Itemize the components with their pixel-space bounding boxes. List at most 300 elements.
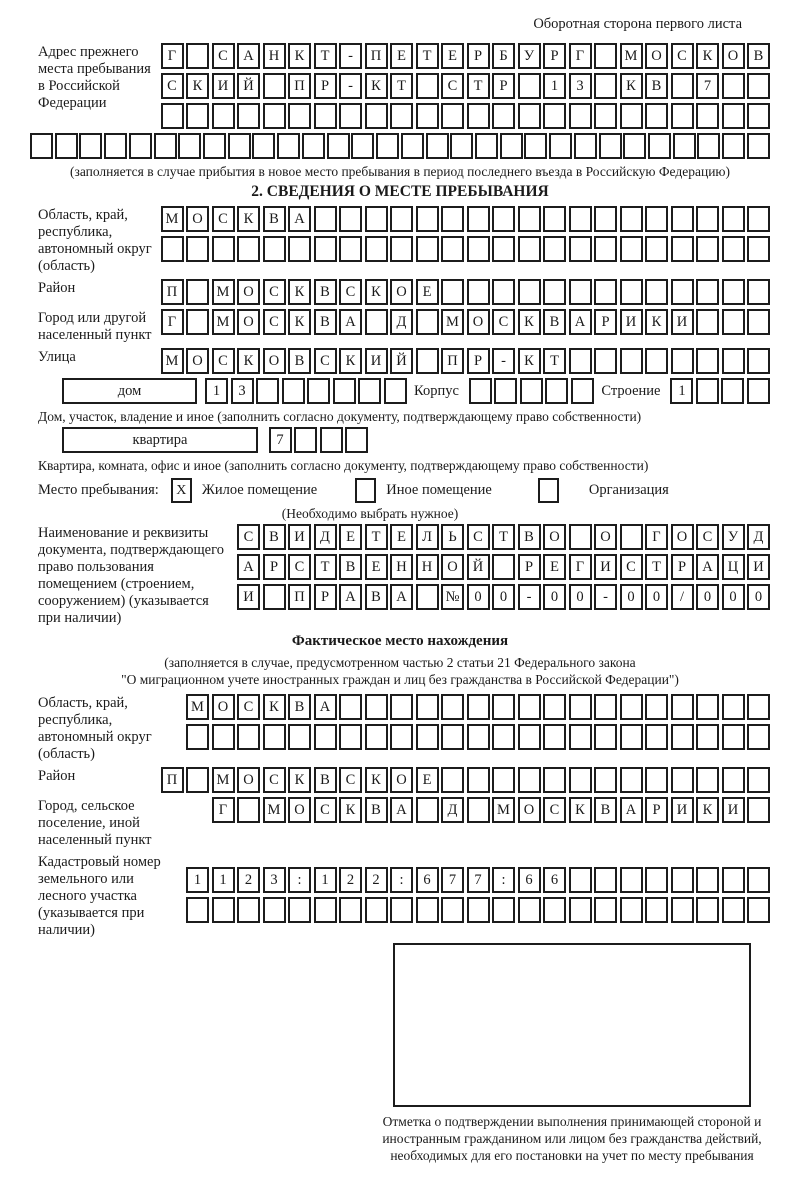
char-cell: Т (390, 73, 413, 99)
char-cell (543, 767, 566, 793)
char-cell (263, 584, 286, 610)
char-cell: В (314, 279, 337, 305)
char-cell (722, 897, 745, 923)
char-cell (671, 206, 694, 232)
char-cell: А (390, 584, 413, 610)
char-cell: Ц (722, 554, 745, 580)
stay-type-row (38, 478, 770, 503)
char-cell (722, 133, 745, 159)
stay-checkbox-mark: X (176, 482, 187, 498)
char-cell (673, 133, 696, 159)
apartment-note: Квартира, комната, офис и иное (заполнить согласно документу, подтверждающему право собственности) (38, 458, 649, 473)
char-cell: 1 (205, 378, 228, 404)
char-cell: К (518, 348, 541, 374)
street-line (158, 348, 770, 374)
char-cell: С (620, 554, 643, 580)
char-cell: С (288, 554, 311, 580)
char-cell: 1 (670, 378, 693, 404)
char-cell: Е (390, 524, 413, 550)
char-cell: С (671, 43, 694, 69)
char-cell: С (543, 797, 566, 823)
char-cell (620, 897, 643, 923)
char-cell: Г (569, 43, 592, 69)
char-cell: Й (237, 73, 260, 99)
char-cell: Е (441, 43, 464, 69)
char-cell: К (696, 43, 719, 69)
prev-address-block (30, 43, 770, 129)
char-cell: 0 (492, 584, 515, 610)
house-note: Дом, участок, владение и иное (заполнить согласно документу, подтверждающему право собственности) (38, 409, 642, 424)
char-cell: Т (543, 348, 566, 374)
char-cell (722, 73, 745, 99)
char-cell (696, 103, 719, 129)
fact-city-line (209, 797, 770, 823)
char-cell (594, 43, 617, 69)
char-cell (467, 279, 490, 305)
char-cell (594, 73, 617, 99)
char-cell: Н (390, 554, 413, 580)
char-cell (492, 767, 515, 793)
char-cell (518, 279, 541, 305)
char-cell (518, 897, 541, 923)
char-cell (288, 103, 311, 129)
char-cell (376, 133, 399, 159)
char-cell: - (492, 348, 515, 374)
char-cell: А (288, 206, 311, 232)
char-cell: Е (416, 767, 439, 793)
char-cell: В (288, 694, 311, 720)
char-cell: А (696, 554, 719, 580)
char-cell: С (314, 348, 337, 374)
char-cell: Е (339, 524, 362, 550)
char-cell (154, 133, 177, 159)
char-cell (467, 724, 490, 750)
city-block (30, 309, 770, 344)
char-cell: О (594, 524, 617, 550)
char-cell: 0 (696, 584, 719, 610)
char-cell (416, 348, 439, 374)
char-cell: 0 (620, 584, 643, 610)
char-cell: Т (492, 524, 515, 550)
region-line-1 (158, 206, 770, 232)
char-cell: К (263, 694, 286, 720)
city-label: Город или другой населенный пункт (38, 310, 152, 343)
prev-address-line-2 (158, 73, 770, 99)
apartment-number-row (266, 427, 368, 453)
char-cell (722, 694, 745, 720)
char-cell: В (365, 797, 388, 823)
char-cell: М (441, 309, 464, 335)
fact-region-line-1 (184, 694, 771, 720)
char-cell (645, 236, 668, 262)
char-cell (327, 133, 350, 159)
char-cell (569, 867, 592, 893)
char-cell (237, 724, 260, 750)
char-cell (518, 694, 541, 720)
char-cell (722, 236, 745, 262)
char-cell: С (339, 279, 362, 305)
char-cell (467, 236, 490, 262)
char-cell (747, 724, 770, 750)
char-cell: А (339, 584, 362, 610)
char-cell (645, 767, 668, 793)
char-cell (722, 867, 745, 893)
char-cell (594, 897, 617, 923)
prev-address-note: (заполняется в случае прибытия в новое место пребывания в период последнего въезда в Российскую Федерацию) (69, 164, 731, 179)
actual-location-note-2: "О миграционном учете иностранных граждан и лиц без гражданства в Российской Федерации") (121, 672, 679, 687)
char-cell (186, 309, 209, 335)
char-cell: К (620, 73, 643, 99)
char-cell (671, 73, 694, 99)
char-cell (645, 348, 668, 374)
char-cell (569, 103, 592, 129)
char-cell: 2 (339, 867, 362, 893)
char-cell: Р (645, 797, 668, 823)
char-cell: 0 (543, 584, 566, 610)
char-cell: М (492, 797, 515, 823)
char-cell (365, 694, 388, 720)
region-block (30, 206, 770, 275)
char-cell: С (467, 524, 490, 550)
fact-district-line (158, 767, 770, 793)
char-cell (212, 236, 235, 262)
char-cell (569, 348, 592, 374)
char-cell (645, 897, 668, 923)
document-line-3 (235, 584, 771, 610)
char-cell (256, 378, 279, 404)
char-cell: М (186, 694, 209, 720)
char-cell (263, 897, 286, 923)
char-cell: П (288, 73, 311, 99)
char-cell: В (747, 43, 770, 69)
prev-address-line-4 (30, 133, 770, 159)
char-cell (237, 797, 260, 823)
char-cell (314, 236, 337, 262)
char-cell (288, 236, 311, 262)
char-cell (594, 103, 617, 129)
char-cell: И (288, 524, 311, 550)
char-cell (129, 133, 152, 159)
char-cell (339, 897, 362, 923)
char-cell (543, 236, 566, 262)
char-cell (569, 524, 592, 550)
document-line-1 (235, 524, 771, 550)
char-cell (520, 378, 543, 404)
char-cell (339, 236, 362, 262)
char-cell (178, 133, 201, 159)
char-cell: В (645, 73, 668, 99)
char-cell (620, 524, 643, 550)
char-cell (441, 279, 464, 305)
region-label: Область, край, республика, автономный округ (область) (38, 207, 152, 274)
char-cell: : (390, 867, 413, 893)
document-label: Наименование и реквизиты документа, подтверждающего право пользования помещением (строением, сооружением) (указывается при наличии) (38, 525, 224, 626)
char-cell (441, 724, 464, 750)
char-cell: К (645, 309, 668, 335)
char-cell: И (237, 584, 260, 610)
char-cell: О (645, 43, 668, 69)
char-cell: 2 (237, 867, 260, 893)
char-cell (492, 724, 515, 750)
char-cell (696, 309, 719, 335)
char-cell (696, 279, 719, 305)
char-cell: П (365, 43, 388, 69)
char-cell (441, 897, 464, 923)
char-cell: К (288, 279, 311, 305)
char-cell (469, 378, 492, 404)
char-cell (294, 427, 317, 453)
char-cell: 3 (231, 378, 254, 404)
char-cell (492, 554, 515, 580)
char-cell (212, 724, 235, 750)
char-cell: У (722, 524, 745, 550)
cadastre-line-2 (184, 897, 771, 923)
char-cell (518, 103, 541, 129)
char-cell: 3 (263, 867, 286, 893)
stroenie-row (668, 378, 770, 404)
char-cell: С (212, 348, 235, 374)
char-cell: Т (645, 554, 668, 580)
street-block (30, 348, 770, 374)
char-cell (696, 897, 719, 923)
char-cell: М (620, 43, 643, 69)
char-cell (390, 897, 413, 923)
house-type-box (62, 378, 197, 404)
char-cell (747, 378, 770, 404)
char-cell (543, 103, 566, 129)
char-cell (492, 236, 515, 262)
korpus-label: Корпус (414, 383, 459, 399)
char-cell (545, 378, 568, 404)
char-cell (747, 206, 770, 232)
char-cell (599, 133, 622, 159)
stamp-note: Отметка о подтверждении выполнения принимающей стороной и иностранным гражданином или лицом без гражданства действий, необходимых для его постановки на учет по месту пребывания (382, 1114, 762, 1163)
char-cell: О (390, 767, 413, 793)
char-cell: О (212, 694, 235, 720)
char-cell (339, 103, 362, 129)
apartment-row (62, 427, 770, 453)
district-label: Район (38, 280, 76, 296)
char-cell: 2 (365, 867, 388, 893)
char-cell: А (237, 554, 260, 580)
char-cell (645, 694, 668, 720)
char-cell (416, 584, 439, 610)
stroenie-label: Строение (601, 383, 661, 399)
char-cell (302, 133, 325, 159)
char-cell (203, 133, 226, 159)
char-cell (492, 897, 515, 923)
char-cell: - (339, 43, 362, 69)
char-cell: Р (671, 554, 694, 580)
char-cell: Д (314, 524, 337, 550)
char-cell: Н (416, 554, 439, 580)
prev-address-line-3 (158, 103, 770, 129)
char-cell: / (671, 584, 694, 610)
char-cell: - (339, 73, 362, 99)
char-cell (416, 724, 439, 750)
char-cell: Й (390, 348, 413, 374)
char-cell: В (365, 584, 388, 610)
char-cell (416, 206, 439, 232)
fact-region-block (30, 694, 770, 763)
char-cell (314, 103, 337, 129)
char-cell: А (339, 309, 362, 335)
char-cell: Д (390, 309, 413, 335)
char-cell: Т (314, 43, 337, 69)
char-cell: К (569, 797, 592, 823)
char-cell (747, 797, 770, 823)
char-cell: - (518, 584, 541, 610)
char-cell: О (288, 797, 311, 823)
char-cell: Г (212, 797, 235, 823)
char-cell: Г (645, 524, 668, 550)
char-cell (384, 378, 407, 404)
char-cell (282, 378, 305, 404)
char-cell: 1 (543, 73, 566, 99)
char-cell (263, 103, 286, 129)
house-row (62, 378, 770, 404)
char-cell (333, 378, 356, 404)
char-cell (104, 133, 127, 159)
char-cell (492, 279, 515, 305)
char-cell (543, 279, 566, 305)
char-cell: Е (416, 279, 439, 305)
char-cell (569, 724, 592, 750)
house-number-row (203, 378, 407, 404)
char-cell (358, 378, 381, 404)
char-cell: И (722, 797, 745, 823)
char-cell (212, 897, 235, 923)
char-cell: 0 (722, 584, 745, 610)
char-cell (475, 133, 498, 159)
char-cell: С (237, 524, 260, 550)
char-cell: А (620, 797, 643, 823)
confirmation-stamp-area (374, 943, 770, 1164)
region-line-2 (158, 236, 770, 262)
char-cell: А (390, 797, 413, 823)
char-cell (365, 206, 388, 232)
char-cell (722, 767, 745, 793)
char-cell: Т (314, 554, 337, 580)
char-cell: С (161, 73, 184, 99)
char-cell (416, 103, 439, 129)
char-cell: 1 (314, 867, 337, 893)
char-cell (696, 867, 719, 893)
char-cell: : (492, 867, 515, 893)
char-cell (467, 797, 490, 823)
char-cell: М (161, 206, 184, 232)
char-cell (696, 348, 719, 374)
char-cell (696, 724, 719, 750)
char-cell: У (518, 43, 541, 69)
char-cell: С (696, 524, 719, 550)
char-cell (390, 236, 413, 262)
char-cell (314, 206, 337, 232)
char-cell (594, 348, 617, 374)
char-cell (467, 103, 490, 129)
stay-checkbox-organization (538, 478, 559, 503)
char-cell (620, 724, 643, 750)
char-cell: В (594, 797, 617, 823)
char-cell (365, 103, 388, 129)
section2-title: 2. СВЕДЕНИЯ О МЕСТЕ ПРЕБЫВАНИЯ (251, 183, 549, 200)
char-cell: С (212, 43, 235, 69)
char-cell (594, 236, 617, 262)
char-cell (569, 767, 592, 793)
char-cell: О (186, 206, 209, 232)
char-cell (722, 279, 745, 305)
char-cell: П (161, 767, 184, 793)
char-cell (524, 133, 547, 159)
char-cell: № (441, 584, 464, 610)
char-cell: 0 (747, 584, 770, 610)
char-cell (747, 73, 770, 99)
char-cell (426, 133, 449, 159)
char-cell: О (263, 348, 286, 374)
char-cell (696, 206, 719, 232)
char-cell: Р (594, 309, 617, 335)
char-cell: С (212, 206, 235, 232)
char-cell (747, 103, 770, 129)
char-cell: В (263, 524, 286, 550)
char-cell: М (212, 279, 235, 305)
char-cell (314, 897, 337, 923)
char-cell: Л (416, 524, 439, 550)
char-cell: С (314, 797, 337, 823)
char-cell (620, 236, 643, 262)
char-cell: Т (416, 43, 439, 69)
char-cell: К (365, 279, 388, 305)
char-cell (263, 724, 286, 750)
char-cell: О (543, 524, 566, 550)
char-cell (441, 236, 464, 262)
char-cell (671, 867, 694, 893)
char-cell: А (237, 43, 260, 69)
char-cell: Ь (441, 524, 464, 550)
char-cell: И (620, 309, 643, 335)
char-cell (722, 724, 745, 750)
char-cell (186, 767, 209, 793)
char-cell (671, 279, 694, 305)
char-cell (161, 236, 184, 262)
char-cell: К (288, 43, 311, 69)
char-cell: И (365, 348, 388, 374)
char-cell (671, 724, 694, 750)
char-cell: И (747, 554, 770, 580)
char-cell: К (365, 767, 388, 793)
char-cell (549, 133, 572, 159)
char-cell (594, 206, 617, 232)
char-cell (543, 694, 566, 720)
char-cell (518, 724, 541, 750)
char-cell: О (441, 554, 464, 580)
char-cell: Н (263, 43, 286, 69)
char-cell (696, 236, 719, 262)
char-cell (416, 694, 439, 720)
char-cell (671, 236, 694, 262)
char-cell (747, 867, 770, 893)
stay-checkbox-other (355, 478, 376, 503)
char-cell (696, 767, 719, 793)
char-cell (79, 133, 102, 159)
char-cell (721, 378, 744, 404)
char-cell (747, 133, 770, 159)
char-cell (263, 73, 286, 99)
char-cell (307, 378, 330, 404)
char-cell: 0 (467, 584, 490, 610)
char-cell (314, 724, 337, 750)
char-cell: М (212, 309, 235, 335)
